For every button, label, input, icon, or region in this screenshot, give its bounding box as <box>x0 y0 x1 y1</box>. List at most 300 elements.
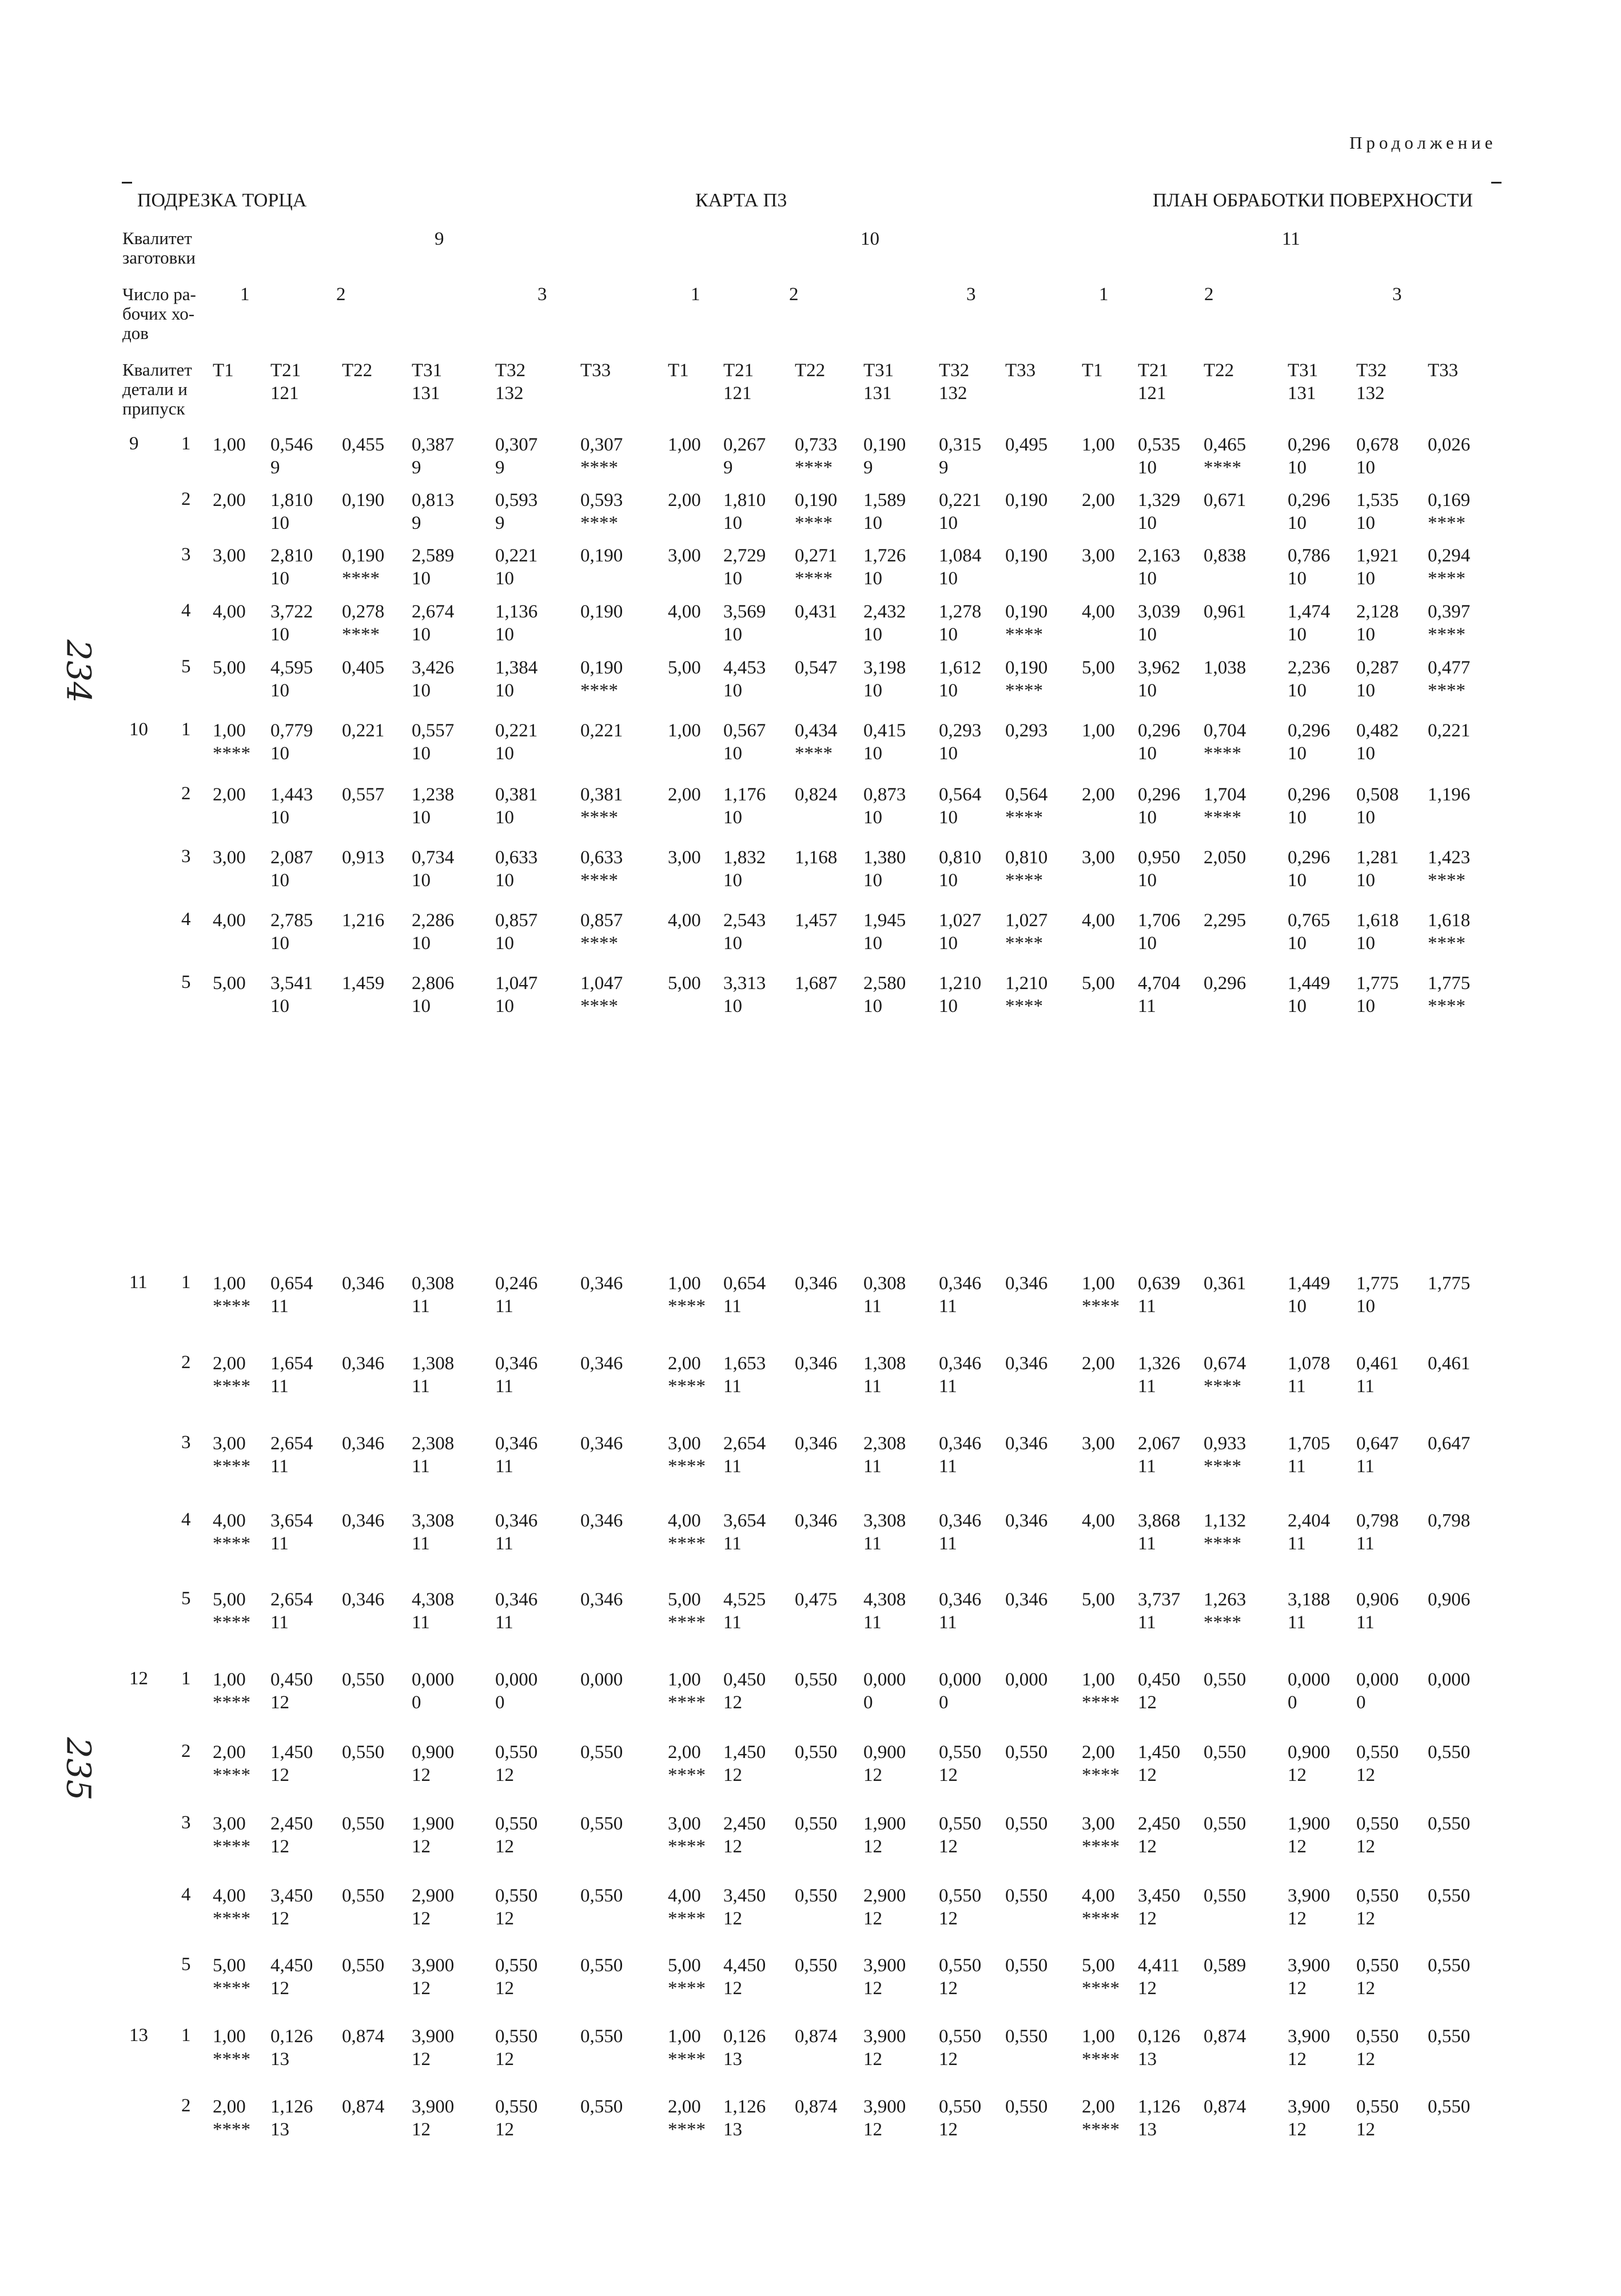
cell-value: 3,188 <box>1288 1589 1331 1610</box>
column-header-subcode: 132 <box>939 383 967 404</box>
cell-value: 2,543 <box>723 910 766 931</box>
table-cell <box>863 846 938 892</box>
table-cell <box>342 1509 416 1532</box>
table-cell <box>1204 1668 1278 1691</box>
cell-value: 0,873 <box>863 784 906 805</box>
cell-value: 0,734 <box>412 847 455 868</box>
cell-quality: 11 <box>495 1612 513 1633</box>
cell-value: 3,900 <box>412 1955 455 1976</box>
cell-value: 1,775 <box>1428 973 1471 994</box>
table-cell <box>1428 1272 1502 1295</box>
cell-value: 1,329 <box>1138 490 1181 511</box>
table-cell <box>1005 1509 1080 1532</box>
cell-quality: 0 <box>863 1692 873 1713</box>
table-cell <box>412 1884 486 1930</box>
column-header-code: Т22 <box>342 360 373 381</box>
table-cell <box>580 656 655 702</box>
cell-value: 0,169 <box>1428 490 1471 511</box>
table-cell <box>1005 656 1080 702</box>
cell-quality: 10 <box>270 870 289 891</box>
cell-quality: 12 <box>1356 1908 1375 1929</box>
column-header <box>1428 359 1502 382</box>
continuation-label: Продолжение <box>1349 133 1497 153</box>
table-cell <box>795 2095 869 2118</box>
table-cell <box>1204 1272 1278 1295</box>
table-cell <box>1204 1954 1278 1977</box>
blank-quality-11: 11 <box>1282 229 1300 249</box>
column-header <box>863 359 938 405</box>
table-cell <box>1138 2095 1212 2141</box>
table-cell <box>580 1509 655 1532</box>
table-cell <box>270 656 345 702</box>
cell-value: 0,000 <box>863 1669 906 1690</box>
cell-quality: **** <box>1082 1978 1120 1999</box>
cell-quality: 12 <box>495 1836 514 1857</box>
cell-quality: 10 <box>1138 568 1157 589</box>
cell-quality: 10 <box>412 996 431 1017</box>
table-cell <box>1005 1741 1080 1764</box>
table-cell <box>1356 1954 1431 2000</box>
table-cell <box>723 783 798 829</box>
cell-quality: 0 <box>1356 1692 1366 1713</box>
cell-quality: 10 <box>495 870 514 891</box>
row-allowance-number: 5 <box>181 972 191 992</box>
cell-value: 0,874 <box>342 2096 385 2117</box>
table-cell <box>863 1509 938 1555</box>
table-cell <box>1288 433 1362 479</box>
cell-quality: 12 <box>1138 1908 1157 1929</box>
cell-quality: **** <box>580 680 618 701</box>
cell-value: 1,308 <box>863 1353 906 1374</box>
cell-quality: 12 <box>495 2049 514 2070</box>
cell-value: 1,084 <box>939 545 982 566</box>
cell-value: 1,00 <box>1082 435 1115 455</box>
table-cell <box>580 1812 655 1835</box>
column-header <box>1138 359 1212 405</box>
cell-value: 1,535 <box>1356 490 1399 511</box>
table-cell <box>495 433 569 479</box>
cell-value: 0,550 <box>1204 1813 1246 1834</box>
table-cell <box>1204 1432 1278 1478</box>
row-allowance-number: 2 <box>181 1741 191 1761</box>
table-cell <box>795 1668 869 1691</box>
cell-quality: 11 <box>270 1533 289 1554</box>
column-header-code: Т22 <box>795 360 826 381</box>
table-cell <box>1204 656 1278 679</box>
table-cell <box>939 1588 1013 1634</box>
table-cell <box>863 783 938 829</box>
cell-quality: **** <box>668 1456 706 1477</box>
cell-value: 2,087 <box>270 847 313 868</box>
table-cell <box>723 1432 798 1478</box>
cell-value: 0,906 <box>1428 1589 1471 1610</box>
cell-value: 1,281 <box>1356 847 1399 868</box>
cell-quality: 9 <box>270 457 280 478</box>
table-cell <box>580 1884 655 1907</box>
table-cell <box>939 1272 1013 1318</box>
table-cell <box>342 2025 416 2048</box>
cell-value: 2,654 <box>270 1433 313 1454</box>
cell-quality: 12 <box>939 2119 958 2140</box>
table-cell <box>939 1668 1013 1714</box>
cell-quality: **** <box>1082 2049 1120 2070</box>
cell-quality: 10 <box>723 996 742 1017</box>
table-cell <box>1356 433 1431 479</box>
cell-value: 2,00 <box>1082 2096 1115 2117</box>
table-cell <box>580 1954 655 1977</box>
table-cell <box>723 719 798 765</box>
cell-value: 2,654 <box>270 1589 313 1610</box>
cell-value: 1,450 <box>723 1742 766 1763</box>
cell-value: 5,00 <box>213 973 246 994</box>
cell-value: 0,550 <box>795 1955 838 1976</box>
row-detail-quality: 11 <box>129 1272 148 1293</box>
cell-value: 0,346 <box>1005 1273 1048 1294</box>
cell-value: 0,874 <box>795 2096 838 2117</box>
table-cell <box>342 1884 416 1907</box>
cell-quality: 11 <box>1138 1456 1156 1477</box>
detail-quality-label: Квалитет детали и припуск <box>122 360 192 418</box>
cell-quality: 10 <box>495 807 514 828</box>
cell-quality: 12 <box>1356 1836 1375 1857</box>
row-allowance-number: 4 <box>181 1509 191 1530</box>
cell-quality: 0 <box>939 1692 949 1713</box>
cell-value: 0,346 <box>1005 1589 1048 1610</box>
table-cell <box>1356 846 1431 892</box>
cell-quality: 12 <box>412 1978 431 1999</box>
cell-quality: 11 <box>270 1296 289 1317</box>
cell-value: 5,00 <box>668 973 701 994</box>
column-header-code: Т32 <box>939 360 970 381</box>
cell-quality: 10 <box>1356 624 1375 645</box>
cell-value: 1,196 <box>1428 784 1471 805</box>
cell-quality: 11 <box>939 1376 957 1397</box>
cell-value: 0,550 <box>495 1813 538 1834</box>
cell-value: 0,550 <box>1204 1886 1246 1906</box>
table-cell <box>1288 1812 1362 1858</box>
table-cell <box>495 1884 569 1930</box>
cell-quality: 11 <box>863 1533 882 1554</box>
table-cell <box>495 909 569 955</box>
cell-value: 2,00 <box>1082 490 1115 511</box>
cell-value: 1,380 <box>863 847 906 868</box>
cell-quality: 11 <box>1288 1456 1306 1477</box>
cell-quality: 10 <box>1138 513 1157 533</box>
cell-value: 2,432 <box>863 601 906 622</box>
cell-value: 3,900 <box>1288 2096 1331 2117</box>
table-cell <box>1005 1272 1080 1295</box>
cell-value: 0,346 <box>342 1353 385 1374</box>
table-cell <box>863 719 938 765</box>
row-detail-quality: 9 <box>129 433 139 454</box>
cell-value: 0,961 <box>1204 601 1246 622</box>
cell-quality: 12 <box>1138 1978 1157 1999</box>
cell-quality: 12 <box>863 1765 882 1785</box>
row-allowance-number: 4 <box>181 1884 191 1905</box>
table-cell <box>1204 783 1278 829</box>
table-cell <box>412 656 486 702</box>
column-header-code: Т32 <box>1356 360 1387 381</box>
cell-quality: **** <box>1204 1533 1241 1554</box>
cell-value: 0,455 <box>342 435 385 455</box>
cell-value: 0,000 <box>939 1669 982 1690</box>
cell-value: 5,00 <box>213 1955 246 1976</box>
column-header <box>1204 359 1278 382</box>
cell-quality: 12 <box>939 1908 958 1929</box>
cell-value: 5,00 <box>668 1589 701 1610</box>
cell-value: 1,810 <box>270 490 313 511</box>
cell-value: 0,346 <box>495 1510 538 1531</box>
cell-value: 1,00 <box>213 720 246 741</box>
table-cell <box>723 1954 798 2000</box>
table-cell <box>1428 719 1502 742</box>
table-cell <box>1138 433 1212 479</box>
cell-value: 0,296 <box>1288 720 1331 741</box>
table-cell <box>342 544 416 590</box>
cell-value: 0,557 <box>342 784 385 805</box>
cell-value: 0,654 <box>270 1273 313 1294</box>
table-cell <box>1005 1588 1080 1611</box>
cell-value: 1,168 <box>795 847 838 868</box>
table-cell <box>270 1812 345 1858</box>
table-cell <box>1204 1884 1278 1907</box>
cell-quality: 11 <box>495 1376 513 1397</box>
cell-value: 1,900 <box>412 1813 455 1834</box>
table-cell <box>495 1272 569 1318</box>
cell-value: 0,221 <box>495 720 538 741</box>
cell-quality: 10 <box>1356 807 1375 828</box>
cell-quality: 10 <box>1288 743 1307 764</box>
table-cell <box>412 544 486 590</box>
cell-value: 0,397 <box>1428 601 1471 622</box>
table-cell <box>495 2095 569 2141</box>
pass-number: 2 <box>789 284 799 305</box>
cell-value: 0,315 <box>939 435 982 455</box>
table-cell <box>412 972 486 1018</box>
table-cell <box>580 1741 655 1764</box>
cell-quality: 12 <box>270 1692 289 1713</box>
cell-value: 1,216 <box>342 910 385 931</box>
header-left-title: ПОДРЕЗКА ТОРЦА <box>137 190 307 211</box>
column-header-code: Т21 <box>1138 360 1169 381</box>
table-cell <box>412 783 486 829</box>
cell-value: 2,729 <box>723 545 766 566</box>
cell-value: 0,564 <box>939 784 982 805</box>
cell-value: 0,461 <box>1428 1353 1471 1374</box>
table-cell <box>270 909 345 955</box>
cell-value: 0,293 <box>939 720 982 741</box>
cell-quality: 11 <box>1356 1456 1375 1477</box>
cell-quality: 10 <box>863 870 882 891</box>
cell-value: 0,550 <box>939 1813 982 1834</box>
cell-quality: **** <box>1428 568 1465 589</box>
cell-value: 1,706 <box>1138 910 1181 931</box>
table-cell <box>939 600 1013 646</box>
table-cell <box>1428 1812 1502 1835</box>
cell-value: 1,047 <box>495 973 538 994</box>
cell-value: 0,434 <box>795 720 838 741</box>
cell-quality: **** <box>580 996 618 1017</box>
row-detail-quality: 12 <box>129 1668 148 1689</box>
cell-value: 0,346 <box>342 1433 385 1454</box>
table-cell <box>1356 909 1431 955</box>
cell-value: 0,547 <box>795 657 838 678</box>
cell-value: 0,190 <box>580 601 623 622</box>
cell-value: 0,567 <box>723 720 766 741</box>
table-cell <box>412 2095 486 2141</box>
cell-quality: **** <box>213 743 250 764</box>
cell-quality: 13 <box>1138 2049 1157 2070</box>
cell-value: 0,550 <box>1356 1886 1399 1906</box>
table-cell <box>495 783 569 829</box>
column-header <box>1356 359 1431 405</box>
cell-quality: **** <box>668 1978 706 1999</box>
column-header-subcode: 131 <box>1288 383 1316 404</box>
cell-quality: 11 <box>270 1376 289 1397</box>
cell-quality: 12 <box>1356 1978 1375 1999</box>
cell-value: 2,067 <box>1138 1433 1181 1454</box>
cell-quality: **** <box>1204 1612 1241 1633</box>
cell-value: 0,346 <box>580 1433 623 1454</box>
cell-value: 3,039 <box>1138 601 1181 622</box>
table-cell <box>1356 1352 1431 1398</box>
table-cell <box>1138 1509 1212 1555</box>
table-cell <box>939 1509 1013 1555</box>
cell-value: 0,550 <box>580 2026 623 2047</box>
table-cell <box>863 972 938 1018</box>
cell-quality: **** <box>580 870 618 891</box>
table-cell <box>723 2025 798 2071</box>
cell-value: 0,550 <box>580 1955 623 1976</box>
cell-value: 0,933 <box>1204 1433 1246 1454</box>
cell-value: 0,296 <box>1288 490 1331 511</box>
cell-value: 0,550 <box>1005 1955 1048 1976</box>
cell-quality: 9 <box>863 457 873 478</box>
table-cell <box>580 1432 655 1455</box>
cell-quality: **** <box>1005 624 1043 645</box>
cell-value: 0,874 <box>795 2026 838 2047</box>
cell-quality: **** <box>668 1765 706 1785</box>
table-cell <box>795 433 869 479</box>
column-header-code: Т21 <box>270 360 301 381</box>
cell-value: 0,564 <box>1005 784 1048 805</box>
cell-value: 0,550 <box>342 1886 385 1906</box>
table-cell <box>1138 2025 1212 2071</box>
table-cell <box>1356 719 1431 765</box>
cell-quality: 12 <box>412 2119 431 2140</box>
cell-value: 0,550 <box>1356 1813 1399 1834</box>
column-header-code: Т31 <box>1288 360 1319 381</box>
cell-quality: 11 <box>412 1296 430 1317</box>
table-cell <box>1428 1954 1502 1977</box>
table-cell <box>495 1509 569 1555</box>
cell-value: 0,296 <box>1138 784 1181 805</box>
cell-quality: **** <box>213 1836 250 1857</box>
cell-value: 3,450 <box>1138 1886 1181 1906</box>
table-cell <box>795 1588 869 1611</box>
cell-quality: 10 <box>1356 996 1375 1017</box>
table-cell <box>723 972 798 1018</box>
column-header <box>270 359 345 405</box>
cell-value: 0,798 <box>1428 1510 1471 1531</box>
row-detail-quality: 10 <box>129 719 148 740</box>
cell-value: 4,453 <box>723 657 766 678</box>
cell-value: 0,671 <box>1204 490 1246 511</box>
cell-quality: 12 <box>1288 1978 1307 1999</box>
table-cell <box>863 1352 938 1398</box>
cell-value: 0,000 <box>1428 1669 1471 1690</box>
cell-quality: 10 <box>863 743 882 764</box>
cell-quality: 10 <box>495 568 514 589</box>
cell-quality: 12 <box>939 2049 958 2070</box>
cell-value: 2,00 <box>213 490 246 511</box>
cell-value: 1,00 <box>213 2026 246 2047</box>
table-cell <box>1288 1588 1362 1634</box>
table-cell <box>495 719 569 765</box>
cell-quality: 13 <box>723 2049 742 2070</box>
cell-quality: 10 <box>863 933 882 954</box>
column-header <box>580 359 655 382</box>
table-cell <box>1138 656 1212 702</box>
table-cell <box>939 433 1013 479</box>
table-cell <box>795 972 869 995</box>
cell-value: 0,874 <box>342 2026 385 2047</box>
row-detail-quality: 13 <box>129 2025 148 2046</box>
cell-quality: **** <box>1428 513 1465 533</box>
cell-quality: 12 <box>412 2049 431 2070</box>
cell-value: 1,474 <box>1288 601 1331 622</box>
header-right-dash <box>1491 182 1501 184</box>
cell-value: 0,550 <box>580 2096 623 2117</box>
column-header-subcode: 131 <box>412 383 440 404</box>
table-cell <box>342 1954 416 1977</box>
cell-quality: 12 <box>863 1908 882 1929</box>
table-cell <box>1138 1954 1212 2000</box>
cell-quality: 11 <box>1356 1612 1375 1633</box>
table-cell <box>863 909 938 955</box>
table-cell <box>795 1741 869 1764</box>
table-cell <box>1138 544 1212 590</box>
table-cell <box>1204 719 1278 765</box>
table-cell <box>1204 972 1278 995</box>
cell-value: 2,589 <box>412 545 455 566</box>
cell-value: 0,190 <box>342 545 385 566</box>
cell-value: 3,868 <box>1138 1510 1181 1531</box>
column-header-code: Т21 <box>723 360 754 381</box>
cell-value: 4,00 <box>668 1510 701 1531</box>
cell-value: 0,550 <box>795 1813 838 1834</box>
cell-value: 0,415 <box>863 720 906 741</box>
cell-quality: 12 <box>863 2119 882 2140</box>
cell-value: 3,654 <box>270 1510 313 1531</box>
blank-quality-10: 10 <box>861 229 879 249</box>
table-cell <box>580 909 655 955</box>
table-cell <box>270 719 345 765</box>
cell-quality: 10 <box>723 743 742 764</box>
cell-value: 2,450 <box>1138 1813 1181 1834</box>
table-cell <box>795 1509 869 1532</box>
table-cell <box>270 433 345 479</box>
table-cell <box>863 2095 938 2141</box>
cell-quality: 10 <box>412 870 431 891</box>
table-cell <box>1138 1432 1212 1478</box>
table-cell <box>1288 909 1362 955</box>
table-cell <box>1288 656 1362 702</box>
cell-quality: 9 <box>939 457 949 478</box>
table-cell <box>863 1668 938 1714</box>
cell-quality: 10 <box>495 680 514 701</box>
row-allowance-number: 5 <box>181 1588 191 1609</box>
